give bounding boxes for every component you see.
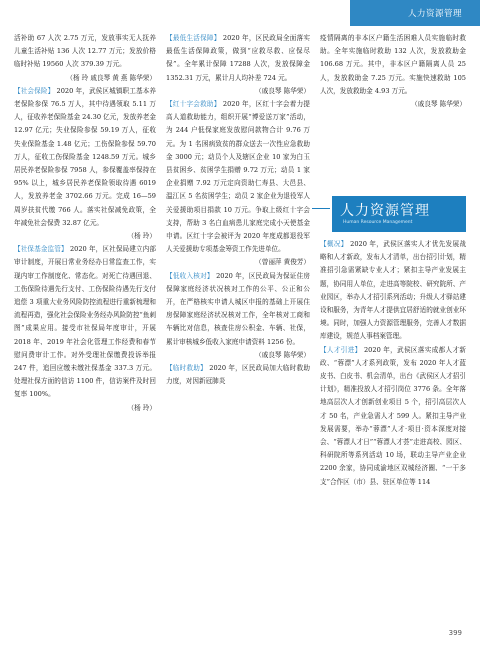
paragraph-minimum-living: 【最低生活保障】 2020 年，区民政局全面落实最低生活保障政策，做到“应救尽救、应保尽保”。全年累计保障 17288 人次，发放保障金 1352.31 万元，累计月人均补差 724 元。 (166, 34, 310, 82)
column-1 (14, 32, 156, 415)
section-tag: 【红十字会救助】 (166, 100, 221, 109)
author-signature: （戚良琴 陈华荣） (411, 100, 466, 109)
section-subtitle: Human Resource Management (343, 220, 413, 225)
author-signature: （曾丽萍 黄俊芳） (255, 258, 310, 267)
paragraph-low-income: 【低收入核对】 2020 年，区民政局为保证住房保障家庭经济状况核对工作的公平、公正和公开，在严格核实申请人城区申报的基础上开展住房保障家庭经济状况核对工作，全年核对工商和车辆比对信息，核查住房公积金、车辆、社保，累计审核城乡低收入家庭申请资料 1256 份。 (166, 271, 311, 346)
page-number: 399 (448, 629, 462, 637)
section-divider (312, 208, 330, 209)
author-signature: （杨 玲） (127, 232, 156, 241)
section-tag: 【概况】 (320, 240, 348, 248)
column-3-top (320, 32, 466, 111)
section-title: 人力资源管理 (340, 203, 430, 219)
author-signature: （戚良琴 陈华荣） (255, 350, 310, 359)
author-signature: （杨 玲） (127, 403, 156, 412)
paragraph-talent-introduction: 【人才引进】 2020 年，武侯区落实成都人才新政、“蓉漂”人才系列政策，发布 2020 年人才蓝皮书、白皮书、机会清单，出台《武侯区人才招引计划》，精准投放人才招引岗位 3776 条。全年落地高层次人才创新创业项目 5 个，招引高层次人才 50 名，产业急需人才 599 人。紧扣主导产业发展需要，举办“蓉漂”人才·项目·资本深度对接会、“蓉漂人才日”“蓉漂人才荟”走进高校、园区、科研院所等系列活动 10 场，联动主导产业企业 2200 余家，协同成渝地区双城经济圈、“一干多支”合作区（市）县、驻区单位等 114 (320, 345, 466, 486)
paragraph: 疫情隔离的非本区户籍生活困难人员实施临时救助。全年实施临时救助 132 人次，发放救助金 106.68 万元。其中，非本区户籍隔离人员 25 人，发放救助金 7.25 万元。实施快速救助 105 人次，发放救助金 4.93 万元。 (320, 34, 466, 95)
paragraph-fund-supervision: 【社保基金监管】 2020 年，区社保局建立内部审计制度，开展日常业务经办日常监查工作，实现内审工作制度化、常态化。对死亡待遇回退、工伤保险待遇先行支付、工伤保险待遇先行支付追偿 3 项重大业务风险防控流程进行重新梳理和流程再造，强化社会保险业务经办风险防控“鱼刺图”成果应用。接受市社保局年度审计，开展 2018 年、2019 年社会化管理工作经费和春节慰问费审计工作。对外受理社保缴费投诉举报 247 件，追回应缴未缴社保基金 337.3 万元。处理社保方面的信访 1100 件，信访案件及时回复率 100%。 (14, 245, 156, 399)
header-bar (0, 0, 480, 26)
author-signature: （戚良琴 陈华荣） (255, 86, 310, 95)
column-2 (166, 32, 310, 388)
paragraph: 活补助 67 人次 2.75 万元，发放事实无人抚养儿童生活补贴 136 人次 12.77 万元；发放价格临时补贴 19560 人次 379.39 万元。 (14, 34, 156, 69)
section-tag: 【临时救助】 (166, 364, 207, 373)
paragraph-temporary-aid: 【临时救助】 2020 年，区民政局加大临时救助力度，对因新冠肺炎 (166, 364, 310, 386)
paragraph-overview: 【概况】 2020 年，武侯区落实人才优先发展战略和人才新政，发布人才清单，出台招引计划，精准招引急需紧缺专业人才；紧扣主导产业发展主题，协同用人单位，走进高等院校、研究院所、产业园区，举办人才招引系列活动；升级人才驿站建设和服务，为青年人才提供宜居舒适的就业创业环境。同时，加强人力资源管理服务，完善人才数据库建设，规范人事档案管理。 (320, 240, 466, 341)
author-signature: （杨 玲 戚良琴 黄 燕 陈华荣） (66, 73, 156, 82)
paragraph-red-cross: 【红十字会救助】 2020 年，区红十字会着力提高人道救助能力，组织开展“博爱送万家”活动，为 244 户低保家庭发放慰问款物合计 9.76 万元。为 1 名困病致贫的群众送去一次性应急救助金 3000 元；动员个人及辖区企业 10 家为白玉县贫困乡、贫困学生捐赠 9.72 万元；动员 1 家企业捐赠 7.92 万元定向资助仁寿县、大邑县、温江区 5 名贫困学生；动员 2 家企业为退役军人关爱援助项目捐款 10 万元。争取上级红十字会支持，帮助 3 名白血病患儿家庭完成小天使基金申请。区红十字会被评为 2020 年度成都退役军人关爱援助专项基金筹资工作先进单位。 (166, 100, 310, 254)
section-tag: 【最低生活保障】 (166, 34, 221, 42)
section-tag: 【社会保险】 (14, 86, 55, 95)
running-header-title: 人力资源管理 (407, 9, 462, 19)
section-tag: 【低收入核对】 (166, 271, 214, 280)
section-tag: 【人才引进】 (320, 345, 362, 354)
paragraph-social-insurance: 【社会保险】 2020 年，武侯区城镇职工基本养老保险参保 76.5 万人，其中待遇领取 5.11 万人，征收养老保险基金 24.30 亿元，发放养老金 12.97 亿元；失业保险参保 59.19 万人，征收失业保险基金 1.48 亿元；工伤保险参保 59.70 万人，征收工伤保险基金 1248.59 万元。城乡居民养老保险参保 7958 人，参保覆盖率保持在 95% 以上，城乡居民养老保险领取待遇 6019 人，发放养老金 3702.66 万元。完成 16—59 周岁扶贫代缴 766 人。落实社保减免政策，全年减免社会保费 32.87 亿元。 (14, 86, 157, 227)
column-3-bottom (320, 238, 466, 489)
section-tag: 【社保基金监管】 (14, 245, 68, 254)
